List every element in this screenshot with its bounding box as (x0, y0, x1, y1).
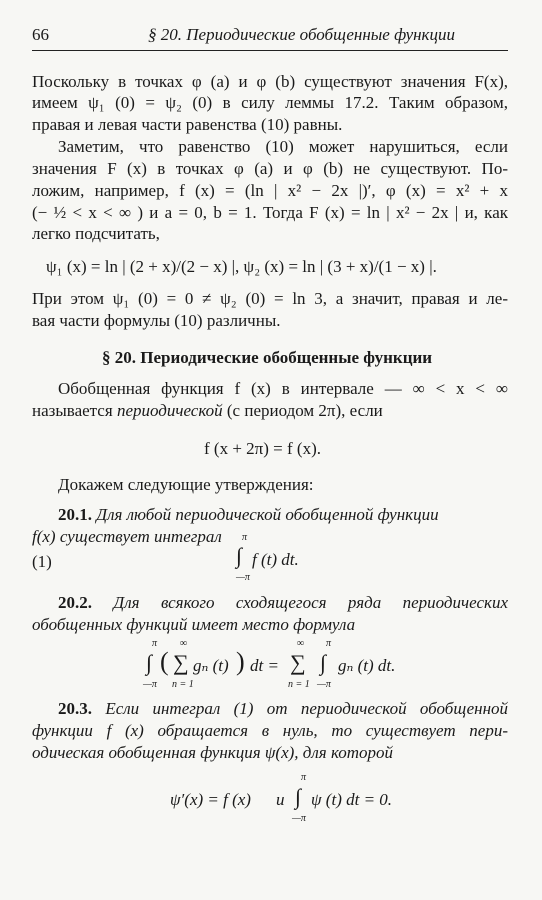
sum-sign: ∑ (173, 650, 189, 675)
differential: dt = (250, 656, 279, 675)
statement-line: функции f (x) обращается в нуль, то существует пери- (32, 721, 508, 740)
header-rule (32, 50, 508, 51)
paragraph-line: ложим, например, f (x) = (ln | x² − 2x |)′, φ (x) = x² + x (32, 181, 508, 200)
formula-psi: ψ₁ (x) = ln | (2 + x)/(2 − x) |, ψ₂ (x) = ln | (3 + x)/(1 − x) |. (46, 257, 437, 276)
statement-text: Если интеграл (1) от периодической обобщенной (105, 699, 508, 718)
integral-sign: ∫ (295, 784, 302, 809)
conjunction: и (276, 790, 285, 809)
formula-periodic: f (x + 2π) = f (x). (204, 439, 321, 458)
left-paren: ( (160, 647, 169, 676)
statement-line (58, 592, 508, 614)
paragraph-line: легко подсчитать, (32, 224, 160, 243)
statement-text: Для любой периодической обобщенной функции (96, 505, 439, 524)
paragraph-line: имеем ψ₁ (0) = ψ₂ (0) в силу леммы 17.2. Таким образом, (32, 93, 508, 112)
statement-line: f(x) существует интеграл (32, 527, 222, 546)
statement-number: 20.3. (58, 699, 92, 718)
derivative-equation: ψ′(x) = f (x) (170, 790, 251, 809)
integrand: ψ (t) dt = 0. (311, 790, 393, 809)
sum-sign: ∑ (290, 650, 306, 675)
statement-line: одическая обобщенная функция ψ(x), для которой (32, 743, 394, 762)
statement-number: 20.1. (58, 505, 92, 524)
paragraph-line: вая части формулы (10) различны. (32, 311, 281, 330)
integrand: f (t) dt. (252, 550, 299, 569)
integral-upper-limit: π (326, 638, 332, 649)
statement-line (58, 698, 508, 720)
intro-line: Докажем следующие утверждения: (58, 475, 314, 494)
definition-line: Обобщенная функция f (x) в интервале — ∞ < x < ∞ (58, 379, 508, 398)
paragraph-line: правая и левая части равенства (10) равны. (32, 115, 343, 134)
equation-label: (1) (32, 552, 52, 571)
integral-lower-limit: —π (236, 572, 250, 583)
integral-sign: ∫ (146, 650, 153, 675)
integral-lower-limit: —π (143, 679, 157, 690)
sum-upper-limit: ∞ (180, 638, 188, 649)
page-number: 66 (32, 25, 49, 44)
sum-lower-limit: n = 1 (288, 679, 310, 690)
paragraph-line: Поскольку в точках φ (a) и φ (b) существуют значения F(x), (32, 72, 508, 91)
right-paren: ) (236, 647, 245, 676)
section-heading: § 20. Периодические обобщенные функции (102, 348, 433, 367)
statement-text: Для всякого сходящегося ряда периодических (113, 593, 509, 612)
integral-sign: ∫ (320, 650, 327, 675)
series-term: gₙ (t) (193, 656, 229, 675)
definition-word: (с периодом 2π), если (226, 401, 383, 420)
running-title: § 20. Периодические обобщенные функции (148, 25, 456, 44)
sum-upper-limit: ∞ (297, 638, 305, 649)
integral-sign: ∫ (236, 543, 243, 568)
sum-lower-limit: n = 1 (172, 679, 194, 690)
paragraph-line: При этом ψ₁ (0) = 0 ≠ ψ₂ (0) = ln 3, а значит, правая и ле- (32, 289, 508, 308)
integral-lower-limit: —π (317, 679, 331, 690)
statement-line: обобщенных функций имеет место формула (32, 615, 356, 634)
paragraph-line: Заметим, что равенство (10) может нарушиться, если (58, 137, 508, 156)
integral-upper-limit: π (242, 532, 248, 543)
integral-lower-limit: —π (292, 813, 306, 824)
integral-upper-limit: π (301, 772, 307, 783)
definition-term: периодической (116, 401, 223, 420)
paragraph-line: значения F (x) в точках φ (a) и φ (b) не существуют. По- (32, 159, 508, 178)
definition-line (32, 400, 383, 422)
statement-line (58, 504, 439, 526)
integral-upper-limit: π (152, 638, 158, 649)
definition-word: называется (32, 401, 113, 420)
statement-number: 20.2. (58, 593, 92, 612)
series-integrand: gₙ (t) dt. (338, 656, 396, 675)
paragraph-line: (− ½ < x < ∞ ) и a = 0, b = 1. Тогда F (x) = ln | x² − 2x | и, как (32, 203, 508, 222)
